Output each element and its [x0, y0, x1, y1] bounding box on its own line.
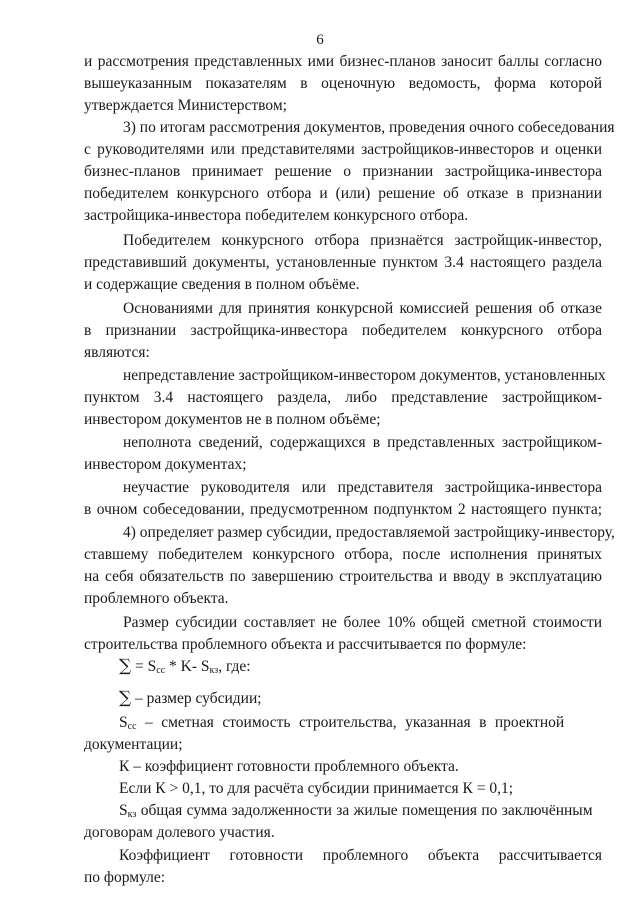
- definition-sum: ∑ – размер субсидии;: [119, 688, 262, 708]
- text-line: строительства проблемного объекта и рассчитывается по формуле:: [84, 636, 527, 653]
- text-line: в очном собеседовании, предусмотренном подпунктом 2 настоящего пункта;: [84, 501, 602, 518]
- text-line: являются:: [84, 344, 150, 361]
- text-line: неполнота сведений, содержащихся в представленных застройщиком-: [123, 434, 602, 451]
- text-line: неучастие руководителя или представителя застройщика-инвестора: [123, 479, 602, 496]
- text-line: Коэффициент готовности проблемного объекта рассчитывается: [119, 847, 602, 864]
- text-line: победителем конкурсного отбора и (или) решение об отказе в признании: [84, 185, 602, 202]
- text-line: Победителем конкурсного отбора признаётся застройщик-инвестор,: [123, 232, 602, 249]
- page-number: 6: [316, 32, 324, 48]
- definition-scc: $S_{сс}$ – сметная стоимость строительства, указанная в проектной: [119, 714, 565, 732]
- text-line: Основаниями для принятия конкурсной комиссией решения об отказе: [123, 300, 602, 317]
- sum-symbol: ∑: [119, 656, 132, 676]
- text-line: К – коэффициент готовности проблемного объекта.: [119, 758, 459, 775]
- text-line: непредставление застройщиком-инвестором документов, установленных: [123, 367, 606, 384]
- text-line: ставшему победителем конкурсного отбора, после исполнения принятых: [84, 546, 602, 563]
- text-line: с руководителями или представителями застройщиков-инвесторов и оценки: [84, 141, 602, 158]
- text-line: бизнес-планов принимает решение о признании застройщика-инвестора: [84, 163, 602, 180]
- text-line: инвестором документах;: [84, 456, 247, 473]
- text-line: договорам долевого участия.: [84, 824, 275, 841]
- text-line: Размер субсидии составляет не более 10% общей сметной стоимости: [123, 614, 602, 631]
- text-line: инвестором документов не в полном объёме;: [84, 411, 381, 428]
- text-line: по формуле:: [84, 869, 166, 886]
- sum-symbol: ∑: [119, 688, 132, 708]
- text-line: 3) по итогам рассмотрения документов, проведения очного собеседования: [123, 119, 615, 136]
- text-line: документации;: [84, 736, 183, 753]
- text-line: застройщика-инвестора победителем конкурсного отбора.: [84, 207, 469, 224]
- text-line: 4) определяет размер субсидии, предоставляемой застройщику-инвестору,: [123, 524, 615, 541]
- text-line: утверждается Министерством;: [84, 97, 287, 114]
- subsidy-formula: ∑ = $S_{сс} * K-$ $S_{кз}$, где:: [119, 656, 251, 676]
- text-line: в признании застройщика-инвестора победителем конкурсного отбора: [84, 322, 602, 339]
- text-line: вышеуказанным показателям в оценочную ведомость, форма которой: [84, 75, 602, 92]
- text-line: на себя обязательств по завершению строительства и вводу в эксплуатацию: [84, 568, 602, 585]
- text-line: проблемного объекта.: [84, 590, 229, 607]
- text-line: представивший документы, установленные пунктом 3.4 настоящего раздела: [84, 254, 602, 271]
- text-line: и содержащие сведения в полном объёме.: [84, 276, 360, 293]
- text-line: и рассмотрения представленных ими бизнес-планов заносит баллы согласно: [84, 53, 602, 70]
- definition-skz: $S_{кз}$ общая сумма задолженности за жилые помещения по заключённым: [119, 802, 593, 820]
- text-line: пунктом 3.4 настоящего раздела, либо представление застройщиком-: [84, 389, 602, 406]
- text-line: Если К > 0,1, то для расчёта субсидии принимается К = 0,1;: [119, 780, 514, 797]
